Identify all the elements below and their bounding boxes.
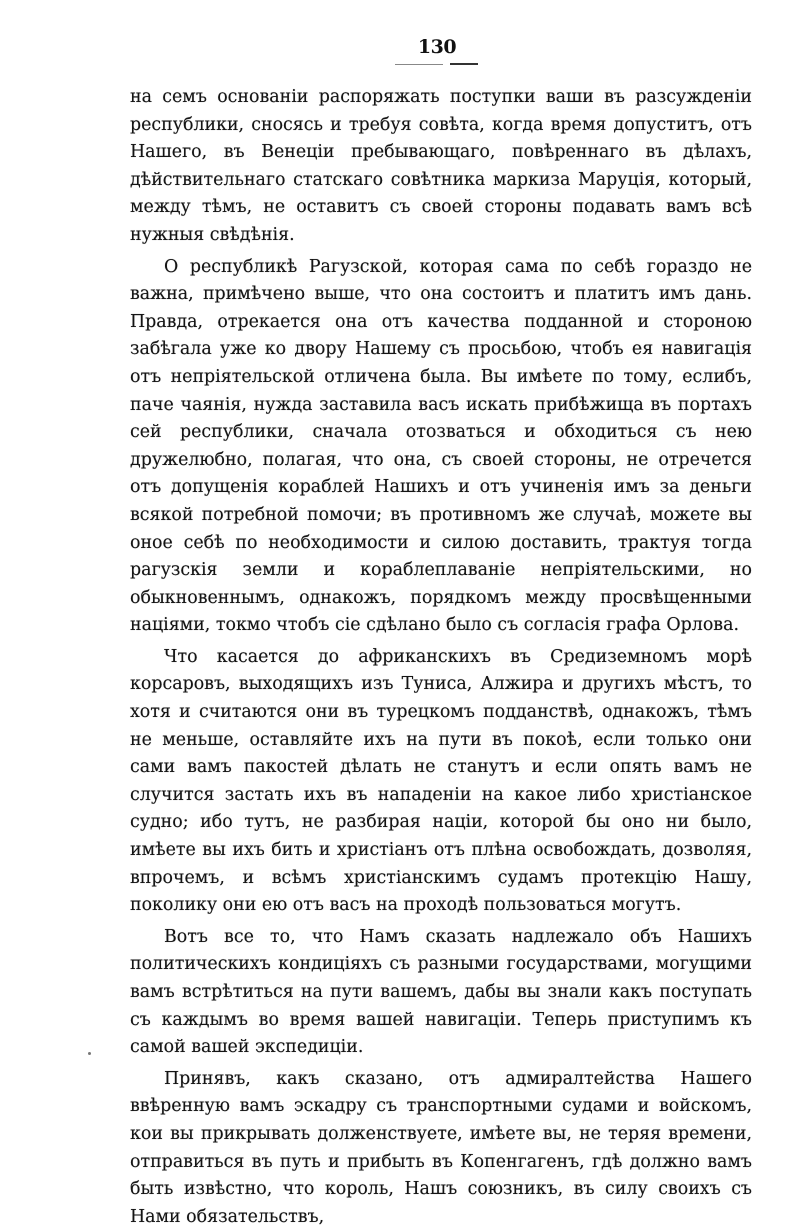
paragraph-4: Вотъ все то, что Намъ сказать надлежало объ Нашихъ политическихъ кондиціяхъ съ разными государствами, могущими вамъ встрѣтиться на пути вашемъ, дабы вы знали какъ поступать съ каждымъ во время вашей навигаціи. Теперь приступимъ къ самой вашей экспедиціи. — [130, 926, 752, 1058]
page-header — [0, 36, 792, 76]
header-rule-right — [450, 63, 478, 65]
paragraph-5: Принявъ, какъ сказано, отъ адмиралтейства Нашего ввѣренную вамъ эскадру съ транспортными судами и войскомъ, кои вы прикрывать долженствуете, имѣете вы, не теряя времени, отправиться въ путь и прибыть въ Копенгагенъ, гдѣ должно вамъ быть извѣстно, что король, Нашъ союзникъ, въ силу своихъ съ Нами обязательствъ, — [130, 1068, 752, 1227]
paragraph-3: Что касается до африканскихъ въ Средиземномъ морѣ корсаровъ, выходящихъ изъ Туниса, Алжира и другихъ мѣстъ, то хотя и считаются они въ турецкомъ подданствѣ, однакожъ, тѣмъ не меньше, оставляйте ихъ на пути въ покоѣ, если только они сами вамъ пакостей дѣлать не станутъ и если опять вамъ не случится застать ихъ въ нападеніи на какое либо христіанское судно; ибо тутъ, не разбирая націи, которой бы оно ни было, имѣете вы ихъ бить и христіанъ отъ плѣна освобождать, дозволяя, впрочемъ, и всѣмъ христіанскимъ судамъ протекцію Нашу, поколику они ею отъ васъ на проходѣ пользоваться могутъ. — [130, 646, 752, 916]
paragraph-1: на семъ основаніи распоряжать поступки ваши въ разсужденіи республики, сносясь и требуя совѣта, когда время допуститъ, отъ Нашего, въ Венеціи пребывающаго, повѣреннаго въ дѣлахъ, дѣйствительнаго статскаго совѣтника маркиза Маруція, который, между тѣмъ, не оставитъ съ своей стороны подавать вамъ всѣ нужныя свѣдѣнія. — [130, 87, 752, 245]
body-text — [130, 84, 752, 1231]
header-rule-left — [395, 64, 443, 65]
page-number: 130 — [417, 36, 457, 58]
paper-speck — [88, 1052, 91, 1055]
paragraph-2: О республикѣ Рагузской, которая сама по себѣ гораздо не важна, примѣчено выше, что она состоитъ и платитъ имъ дань. Правда, отрекается она отъ качества подданной и стороною забѣгала уже ко двору Нашему съ просьбою, чтобъ ея навигація отъ непріятельской отличена была. Вы имѣете по тому, еслибъ, паче чаянія, нужда заставила васъ искать прибѣжища въ портахъ сей республики, сначала отозваться и обходиться съ нею дружелюбно, полагая, что она, съ своей стороны, не отречется отъ допущенія кораблей Нашихъ и отъ учиненія имъ за деньги всякой потребной помочи; въ противномъ же случаѣ, можете вы оное себѣ по необходимости и силою доставить, трактуя тогда рагузскія земли и кораблеплаваніе непріятельскими, но обыкновеннымъ, однакожъ, порядкомъ между просвѣщенными націями, токмо чтобъ сіе сдѣлано было съ согласія графа Орлова. — [130, 256, 752, 636]
